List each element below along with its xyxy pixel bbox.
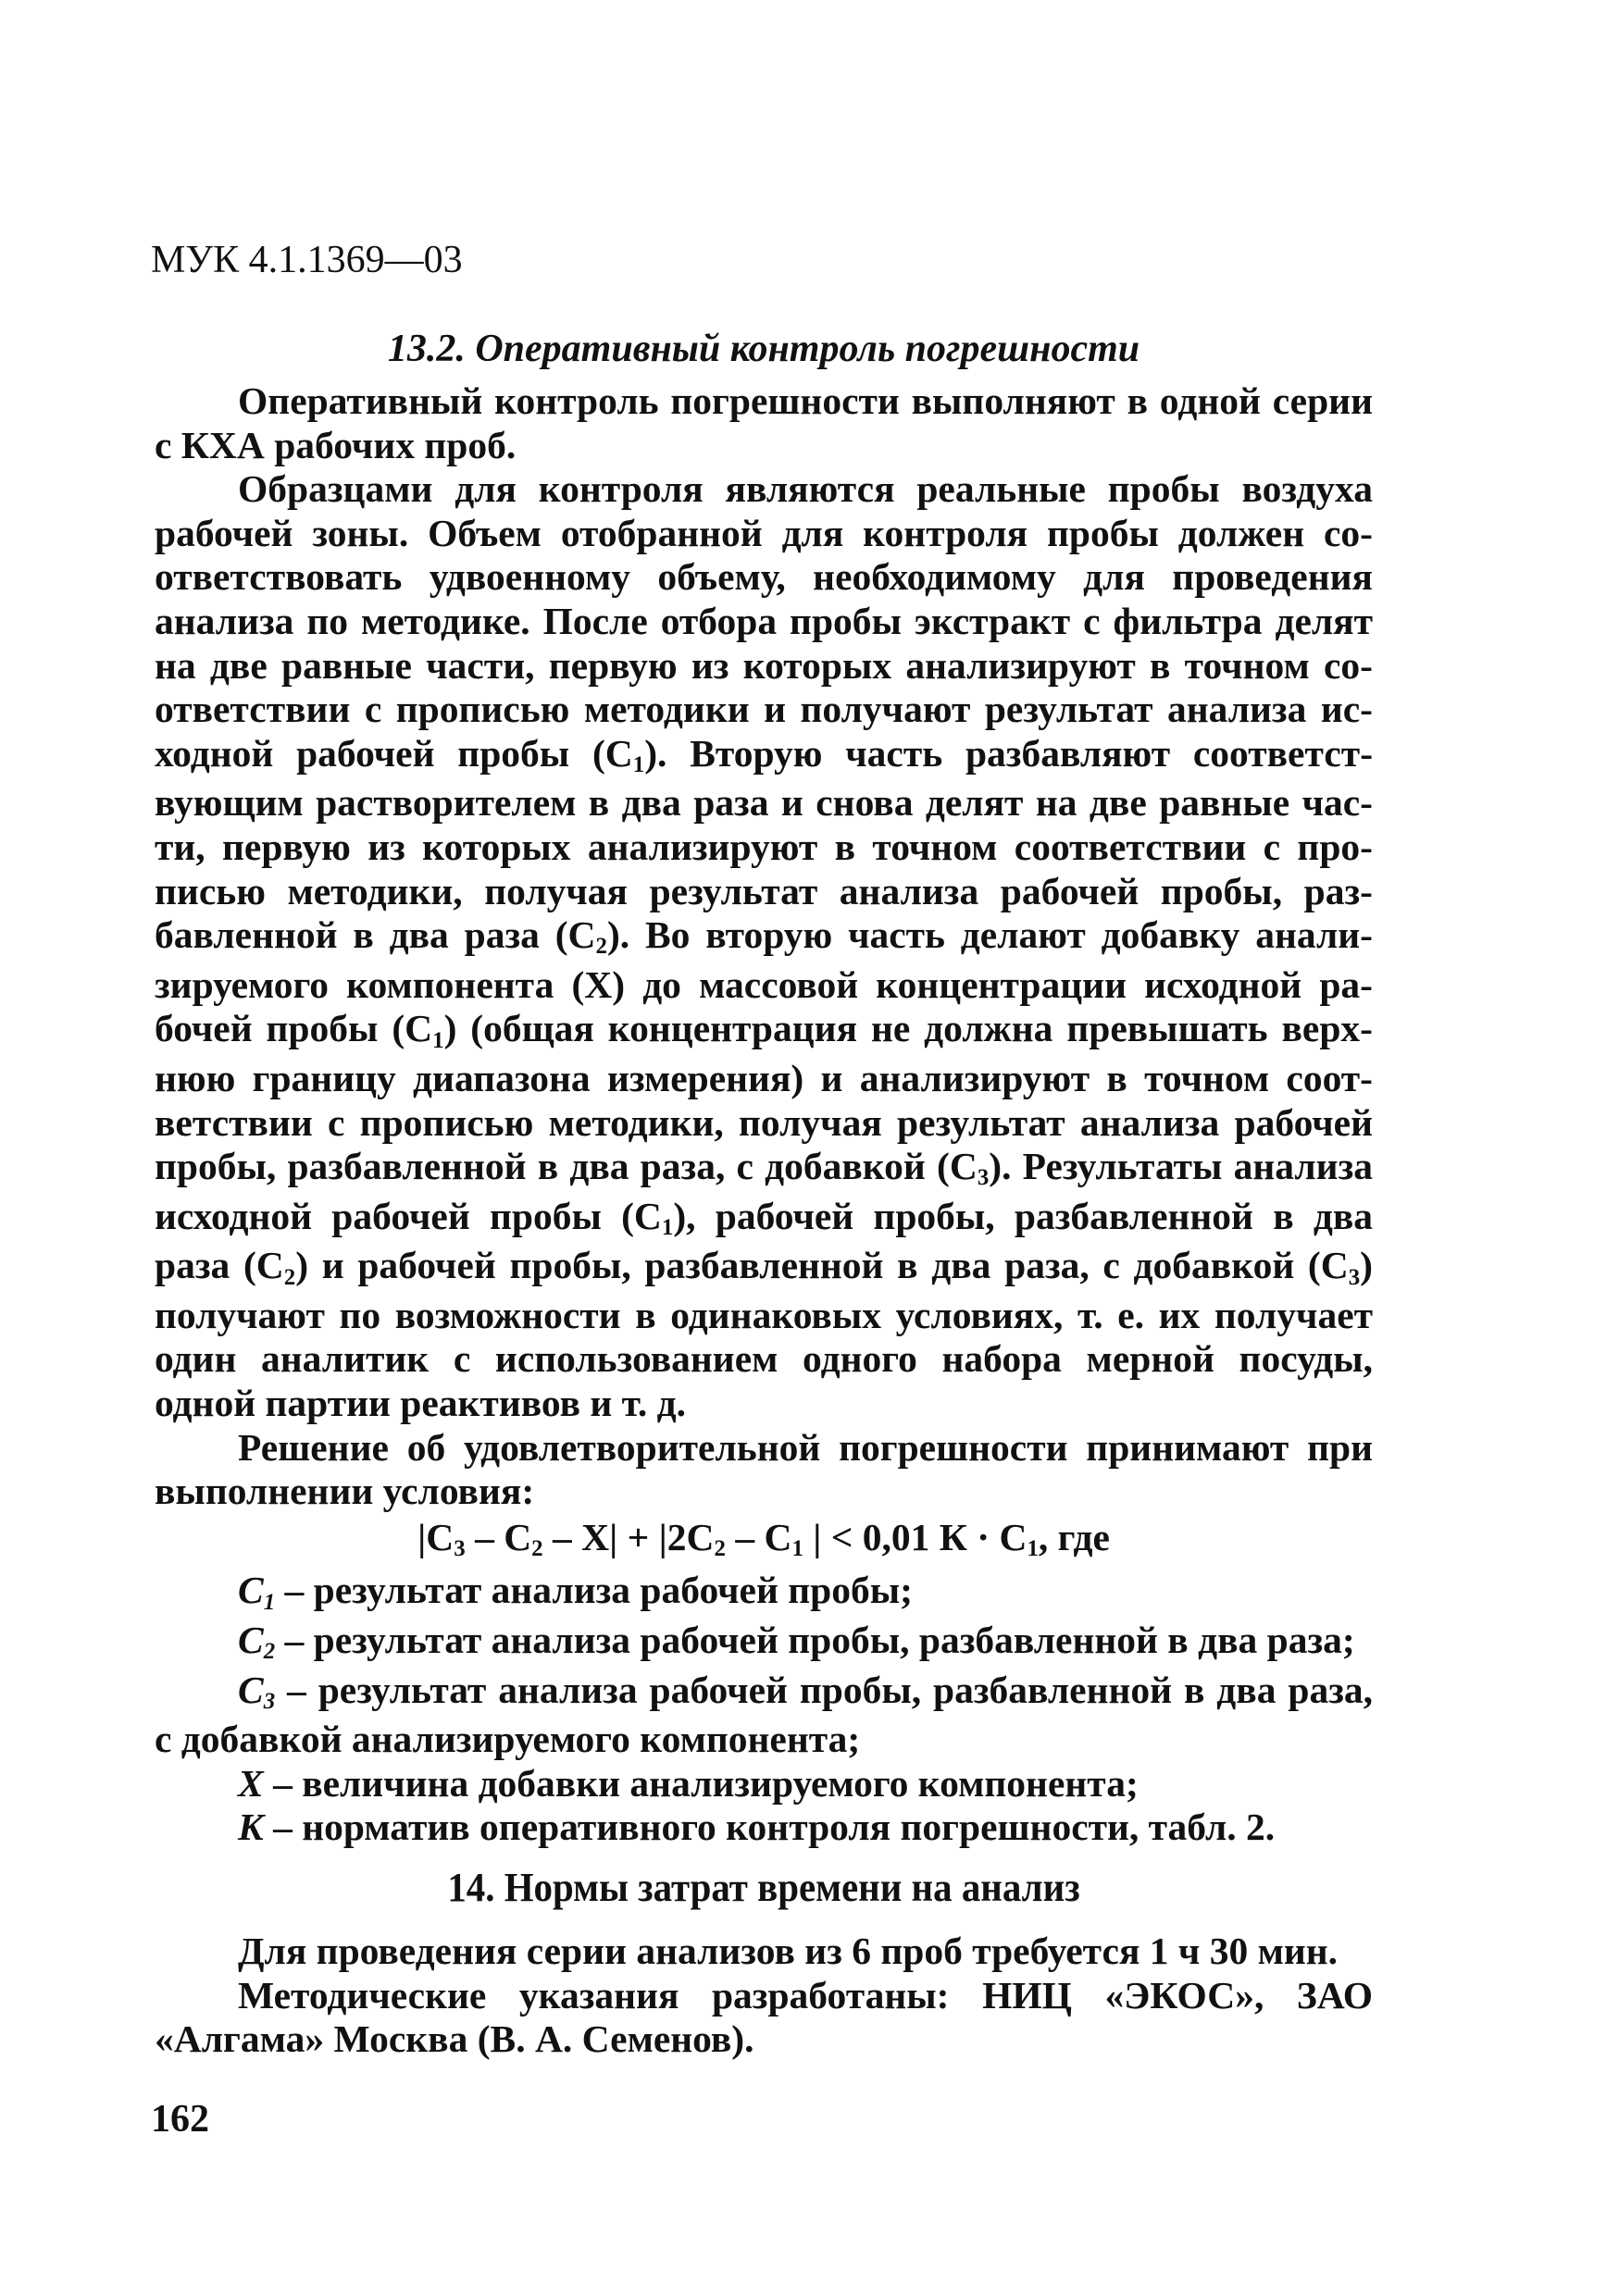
acceptance-formula: $|C_3 - C_2 - X| + |2C_2 - C_1$ | < 0,01 $К \cdot C_1$, где bbox=[417, 1515, 1110, 1562]
paragraph-decision-condition: Решение об удовлетворительной погрешности принимают при выполнении условия: bbox=[155, 1425, 1373, 1513]
page-content bbox=[155, 326, 1373, 2062]
paragraph-control-samples: Образцами для контроля являются реальные пробы воздуха рабочей зоны. Объем отобранной для контроля пробы должен соответствовать удвоенному объему, необходимому для проведения анализа по методике. После отбора пробы экстракт с фильтра делят на две равные части, первую из которых анализируют в точном соответствии с прописью методики и получают результат анализа исходной рабочей пробы $(C_1)$. Вторую часть разбавляют соответствующим растворителем в два раза и снова делят на две равные части, первую из которых анализируют в точном соответствии с прописью методики, получая результат анализа рабочей пробы, разбавленной в два раза $(C_2)$. Во вторую часть делают добавку анализируемого компонента (X) до массовой концентрации исходной рабочей пробы $(C_1)$ (общая концентрация не должна превышать верхнюю границу диапазона измерения) и анализируют в точном соответствии с прописью методики, получая результат анализа рабочей пробы, разбавленной в два раза, с добавкой $(C_3)$. Результаты анализа исходной рабочей пробы $(C_1)$, рабочей пробы, разбавленной в два раза $(C_2)$ и рабочей пробы, разбавленной в два раза, с добавкой $(C_3)$ получают по возможности в одинаковых условиях, т. е. их получает один аналитик с использованием одного набора мерной посуды, одной партии реактивов и т. д. bbox=[155, 467, 1374, 1425]
section-14-title: 14. Нормы затрат времени на анализ bbox=[447, 1865, 1080, 1910]
paragraph-operative-control: Оперативный контроль погрешности выполняют в одной серии с КХА рабочих проб. bbox=[155, 379, 1373, 466]
definition-c1: $C_1$ – результат анализа рабочей пробы; bbox=[238, 1569, 913, 1615]
paragraph-developers: Методические указания разработаны: НИЦ «ЭКОС», ЗАО «Алгама» Москва (В. А. Семенов). bbox=[155, 1973, 1373, 2061]
document-code-header: МУК 4.1.1369—03 bbox=[151, 239, 463, 281]
definition-c3: $C_3$ – результат анализа рабочей пробы, разбавленной в два раза, с добавкой анализируемого компонента; bbox=[155, 1668, 1373, 1761]
paragraph-time-norm: Для проведения серии анализов из 6 проб требуется 1 ч 30 мин. bbox=[238, 1930, 1339, 1972]
definition-k: K – норматив оперативного контроля погрешности, табл. 2. bbox=[238, 1806, 1276, 1849]
definition-x: X – величина добавки анализируемого компонента; bbox=[238, 1761, 1139, 1805]
page-number: 162 bbox=[151, 2098, 209, 2141]
definition-c2: $C_2$ – результат анализа рабочей пробы, разбавленной в два раза; bbox=[238, 1619, 1355, 1665]
subsection-title: 13.2. Оперативный контроль погрешности bbox=[387, 328, 1140, 370]
